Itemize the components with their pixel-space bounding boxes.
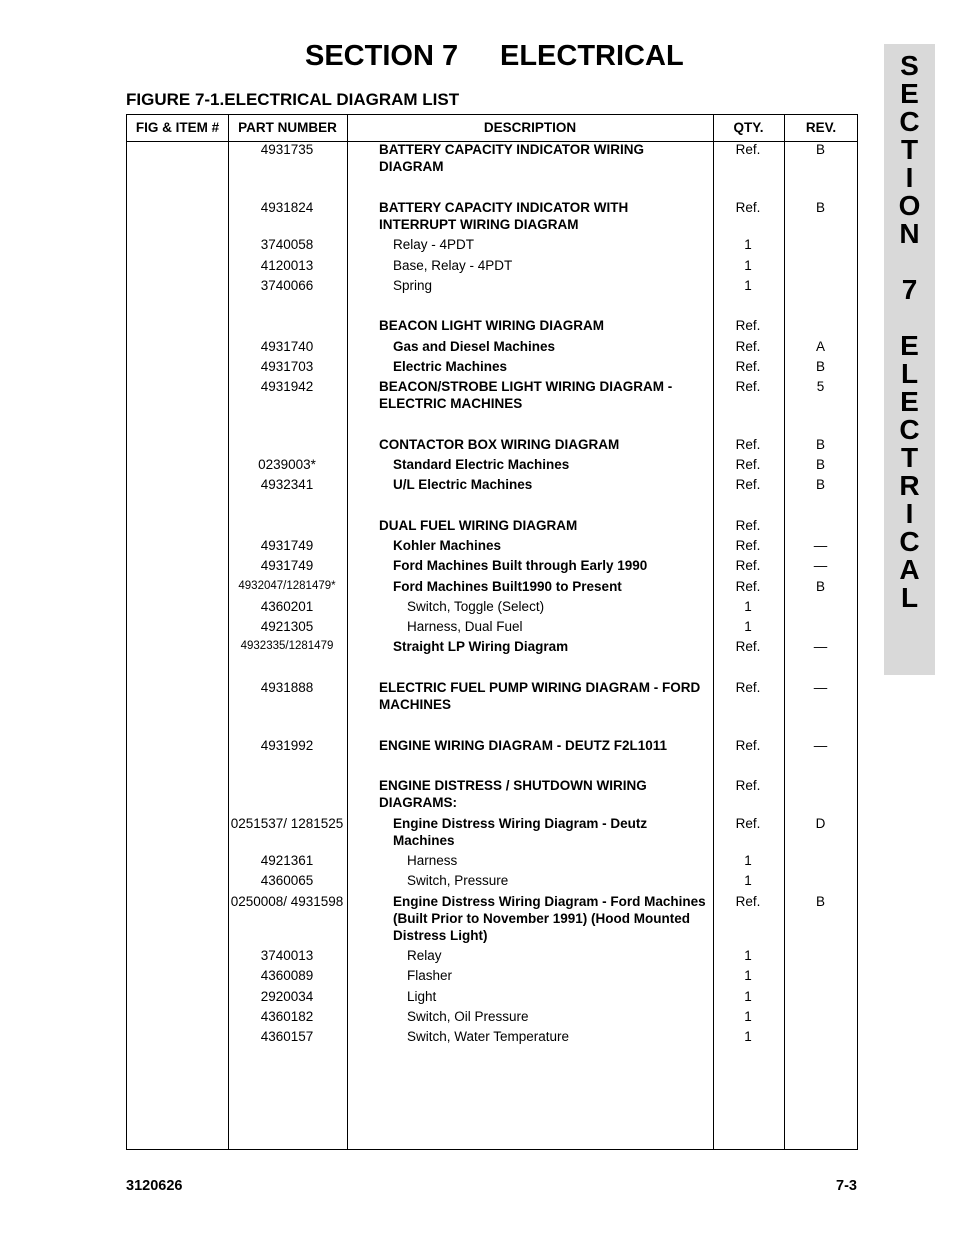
description: Relay [407, 948, 442, 963]
description: Flasher [407, 968, 453, 983]
quantity: Ref. [735, 639, 761, 654]
revision: B [815, 579, 825, 594]
description: Switch, Pressure [407, 873, 509, 888]
part-number: 3740058 [260, 237, 314, 252]
quantity: Ref. [735, 579, 761, 594]
quantity: Ref. [735, 477, 761, 492]
revision: B [815, 437, 825, 452]
description: BEACON LIGHT WIRING DIAGRAM [379, 318, 604, 333]
revision: B [815, 142, 825, 157]
figure-title: FIGURE 7-1.ELECTRICAL DIAGRAM LIST [126, 90, 460, 109]
description: Spring [393, 278, 433, 293]
quantity: Ref. [735, 457, 761, 472]
tab-letter: T [900, 442, 919, 473]
revision: — [813, 558, 828, 573]
quantity: 1 [744, 619, 752, 634]
tab-letter: 7 [901, 274, 918, 305]
quantity: 1 [744, 1029, 752, 1044]
part-number: 4360065 [260, 873, 314, 888]
revision: A [815, 339, 825, 354]
description: Base, Relay - 4PDT [393, 258, 513, 273]
description: U/L Electric Machines [393, 477, 533, 492]
description: Engine Distress Wiring Diagram - Ford Machines (Built Prior to November 1991) (Hood Mounted Distress Light) [393, 894, 706, 943]
description: Switch, Oil Pressure [407, 1009, 529, 1024]
description: Harness [407, 853, 458, 868]
description: ENGINE DISTRESS / SHUTDOWN WIRING DIAGRAMS: [379, 778, 647, 810]
description: BATTERY CAPACITY INDICATOR WITH INTERRUPT WIRING DIAGRAM [379, 200, 629, 232]
quantity: Ref. [735, 339, 761, 354]
quantity: Ref. [735, 142, 761, 157]
description: Electric Machines [393, 359, 508, 374]
quantity: Ref. [735, 778, 761, 793]
revision: B [815, 457, 825, 472]
column-divider [784, 115, 785, 1149]
column-header-part-number: PART NUMBER [238, 120, 337, 135]
quantity: 1 [744, 278, 752, 293]
quantity: 1 [744, 948, 752, 963]
tab-letter: S [900, 50, 919, 81]
part-number: 4931735 [260, 142, 314, 157]
quantity: 1 [744, 989, 752, 1004]
quantity: 1 [744, 853, 752, 868]
part-number: 4360089 [260, 968, 314, 983]
tab-letter: O [898, 190, 921, 221]
column-header-fig-item: FIG & ITEM # [135, 120, 220, 135]
quantity: Ref. [735, 200, 761, 215]
quantity: Ref. [735, 738, 761, 753]
description: Light [407, 989, 437, 1004]
part-number: 4931740 [260, 339, 314, 354]
quantity: Ref. [735, 318, 761, 333]
tab-letter: C [899, 106, 920, 137]
revision: B [815, 200, 825, 215]
quantity: Ref. [735, 894, 761, 909]
quantity: 1 [744, 599, 752, 614]
quantity: 1 [744, 1009, 752, 1024]
quantity: Ref. [735, 437, 761, 452]
part-number: 4921361 [260, 853, 314, 868]
part-number: 3740013 [260, 948, 314, 963]
description: DUAL FUEL WIRING DIAGRAM [379, 518, 578, 533]
description: Switch, Toggle (Select) [407, 599, 545, 614]
revision: — [813, 738, 828, 753]
tab-letter: C [899, 526, 920, 557]
page-number: 7-3 [836, 1178, 857, 1194]
tab-letter: I [905, 498, 914, 529]
revision: 5 [816, 379, 825, 394]
section-name: ELECTRICAL [500, 40, 684, 72]
quantity: 1 [744, 237, 752, 252]
revision: B [815, 894, 825, 909]
quantity: 1 [744, 873, 752, 888]
description: Straight LP Wiring Diagram [393, 639, 569, 654]
column-divider [347, 115, 348, 1149]
tab-letter: N [899, 218, 920, 249]
revision: — [813, 639, 828, 654]
part-number: 2920034 [260, 989, 314, 1004]
quantity: Ref. [735, 538, 761, 553]
part-number: 4931749 [260, 538, 314, 553]
description: BATTERY CAPACITY INDICATOR WIRING DIAGRAM [379, 142, 645, 174]
description: Gas and Diesel Machines [393, 339, 556, 354]
revision: B [815, 477, 825, 492]
revision: — [813, 680, 828, 695]
section-number: SECTION 7 [305, 40, 459, 72]
description: Ford Machines Built1990 to Present [393, 579, 622, 594]
part-number: 0239003* [258, 457, 316, 472]
description: ELECTRIC FUEL PUMP WIRING DIAGRAM - FORD MACHINES [379, 680, 701, 712]
tab-letter: I [905, 162, 914, 193]
description: Kohler Machines [393, 538, 502, 553]
part-number: 4921305 [260, 619, 314, 634]
part-number: 4931824 [260, 200, 314, 215]
description: Standard Electric Machines [393, 457, 570, 472]
column-header-qty: QTY. [733, 120, 764, 135]
description: Engine Distress Wiring Diagram - Deutz Machines [393, 816, 648, 848]
tab-letter: A [899, 554, 920, 585]
section-title [0, 40, 954, 74]
part-number: 3740066 [260, 278, 314, 293]
part-number: 4120013 [260, 258, 314, 273]
part-number: 4360157 [260, 1029, 314, 1044]
part-number: 4931703 [260, 359, 314, 374]
column-header-rev: REV. [805, 120, 837, 135]
part-number: 4931992 [260, 738, 314, 753]
description: ENGINE WIRING DIAGRAM - DEUTZ F2L1011 [379, 738, 668, 753]
quantity: Ref. [735, 359, 761, 374]
tab-letter: L [900, 582, 919, 613]
description: BEACON/STROBE LIGHT WIRING DIAGRAM - ELECTRIC MACHINES [379, 379, 673, 411]
quantity: 1 [744, 258, 752, 273]
description: CONTACTOR BOX WIRING DIAGRAM [379, 437, 620, 452]
part-number: 4931942 [260, 379, 314, 394]
tab-letter: R [899, 470, 920, 501]
description: Switch, Water Temperature [407, 1029, 570, 1044]
tab-letter: E [900, 386, 919, 417]
part-number: 4931749 [260, 558, 314, 573]
part-number: 0250008/ 4931598 [230, 894, 344, 909]
part-number: 4931888 [260, 680, 314, 695]
description: Ford Machines Built through Early 1990 [393, 558, 648, 573]
part-number: 4360182 [260, 1009, 314, 1024]
tab-letter: T [900, 134, 919, 165]
revision: D [815, 816, 826, 831]
part-number: 0251537/ 1281525 [230, 816, 344, 831]
section-side-tab [884, 44, 935, 675]
part-number: 4932341 [260, 477, 314, 492]
description: Relay - 4PDT [393, 237, 475, 252]
part-number: 4360201 [260, 599, 314, 614]
tab-letter: E [900, 330, 919, 361]
document-number: 3120626 [126, 1178, 183, 1194]
description: Harness, Dual Fuel [407, 619, 523, 634]
tab-letter: E [900, 78, 919, 109]
revision: B [815, 359, 825, 374]
quantity: Ref. [735, 518, 761, 533]
revision: — [813, 538, 828, 553]
tab-letter: L [900, 358, 919, 389]
part-number: 4932335/1281479 [240, 640, 334, 652]
column-header-description: DESCRIPTION [483, 120, 577, 135]
quantity: Ref. [735, 816, 761, 831]
tab-letter: C [899, 414, 920, 445]
quantity: Ref. [735, 680, 761, 695]
quantity: Ref. [735, 558, 761, 573]
quantity: Ref. [735, 379, 761, 394]
part-number: 4932047/1281479* [238, 580, 336, 592]
quantity: 1 [744, 968, 752, 983]
